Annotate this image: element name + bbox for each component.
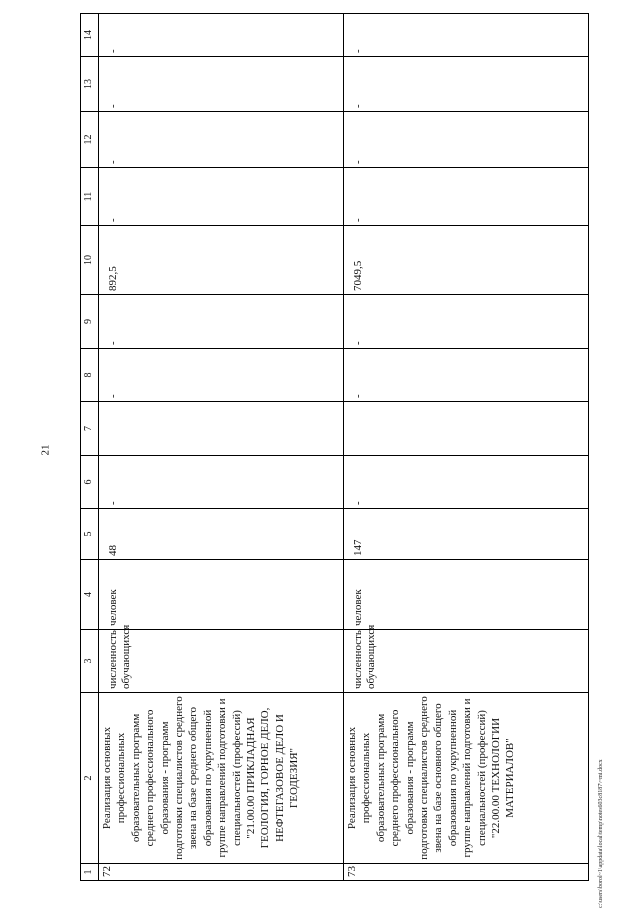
row-value-6: - <box>99 456 344 509</box>
row-indicator: численность обучающихся <box>344 630 589 693</box>
row-value-7 <box>99 402 344 456</box>
page-number: 21 <box>39 444 52 456</box>
col-header-12: 12 <box>81 112 99 168</box>
rotated-page-content <box>80 14 587 881</box>
col-header-5: 5 <box>81 509 99 560</box>
row-description: Реализация основных профессиональных образовательных программ среднего профессионального образования - программ подготовки специалистов среднего звена на базе основного общего образования по укрупненной группе направлений подготовки и специальностей (профессий) "22.00.00 ТЕХНОЛОГИИ МАТЕРИАЛОВ" <box>344 693 589 864</box>
row-value-13: - <box>99 57 344 112</box>
row-value-8: - <box>99 349 344 402</box>
col-header-3: 3 <box>81 630 99 693</box>
footer-file-path: c:\users\borol~1\appdata\local\temp\notes603c8187\~mi.docx <box>598 759 604 908</box>
col-header-11: 11 <box>81 168 99 226</box>
table-row <box>344 14 589 881</box>
row-value-9: - <box>344 295 589 349</box>
col-header-6: 6 <box>81 456 99 509</box>
data-table <box>80 13 589 881</box>
row-indicator: численность обучающихся <box>99 630 344 693</box>
col-header-9: 9 <box>81 295 99 349</box>
row-value-10: 892,5 <box>99 226 344 295</box>
row-value-13: - <box>344 57 589 112</box>
row-value-14: - <box>99 14 344 57</box>
row-value-6: - <box>344 456 589 509</box>
row-value-10: 7049,5 <box>344 226 589 295</box>
col-header-13: 13 <box>81 57 99 112</box>
row-value-8: - <box>344 349 589 402</box>
row-description: Реализация основных профессиональных образовательных программ среднего профессионального образования - программ подготовки специалистов среднего звена на базе среднего общего образования по укрупненной группе направлений подготовки и специальностей (профессий) "21.00.00 ПРИКЛАДНАЯ ГЕОЛОГИЯ, ГОРНОЕ ДЕЛО, НЕФТЕГАЗОВОЕ ДЕЛО И ГЕОДЕЗИЯ" <box>99 693 344 864</box>
row-number: 73 <box>344 864 589 881</box>
row-value-12: - <box>344 112 589 168</box>
row-value-7 <box>344 402 589 456</box>
row-value-5: 147 <box>344 509 589 560</box>
row-value-11: - <box>344 168 589 226</box>
row-value-12: - <box>99 112 344 168</box>
table-row <box>99 14 344 881</box>
col-header-4: 4 <box>81 560 99 630</box>
col-header-8: 8 <box>81 349 99 402</box>
col-header-2: 2 <box>81 693 99 864</box>
col-header-1: 1 <box>81 864 99 881</box>
row-value-9: - <box>99 295 344 349</box>
col-header-7: 7 <box>81 402 99 456</box>
row-unit: человек <box>99 560 344 630</box>
header-row <box>81 14 99 881</box>
row-unit: человек <box>344 560 589 630</box>
col-header-10: 10 <box>81 226 99 295</box>
row-number: 72 <box>99 864 344 881</box>
row-value-5: 48 <box>99 509 344 560</box>
col-header-14: 14 <box>81 14 99 57</box>
row-value-11: - <box>99 168 344 226</box>
row-value-14: - <box>344 14 589 57</box>
